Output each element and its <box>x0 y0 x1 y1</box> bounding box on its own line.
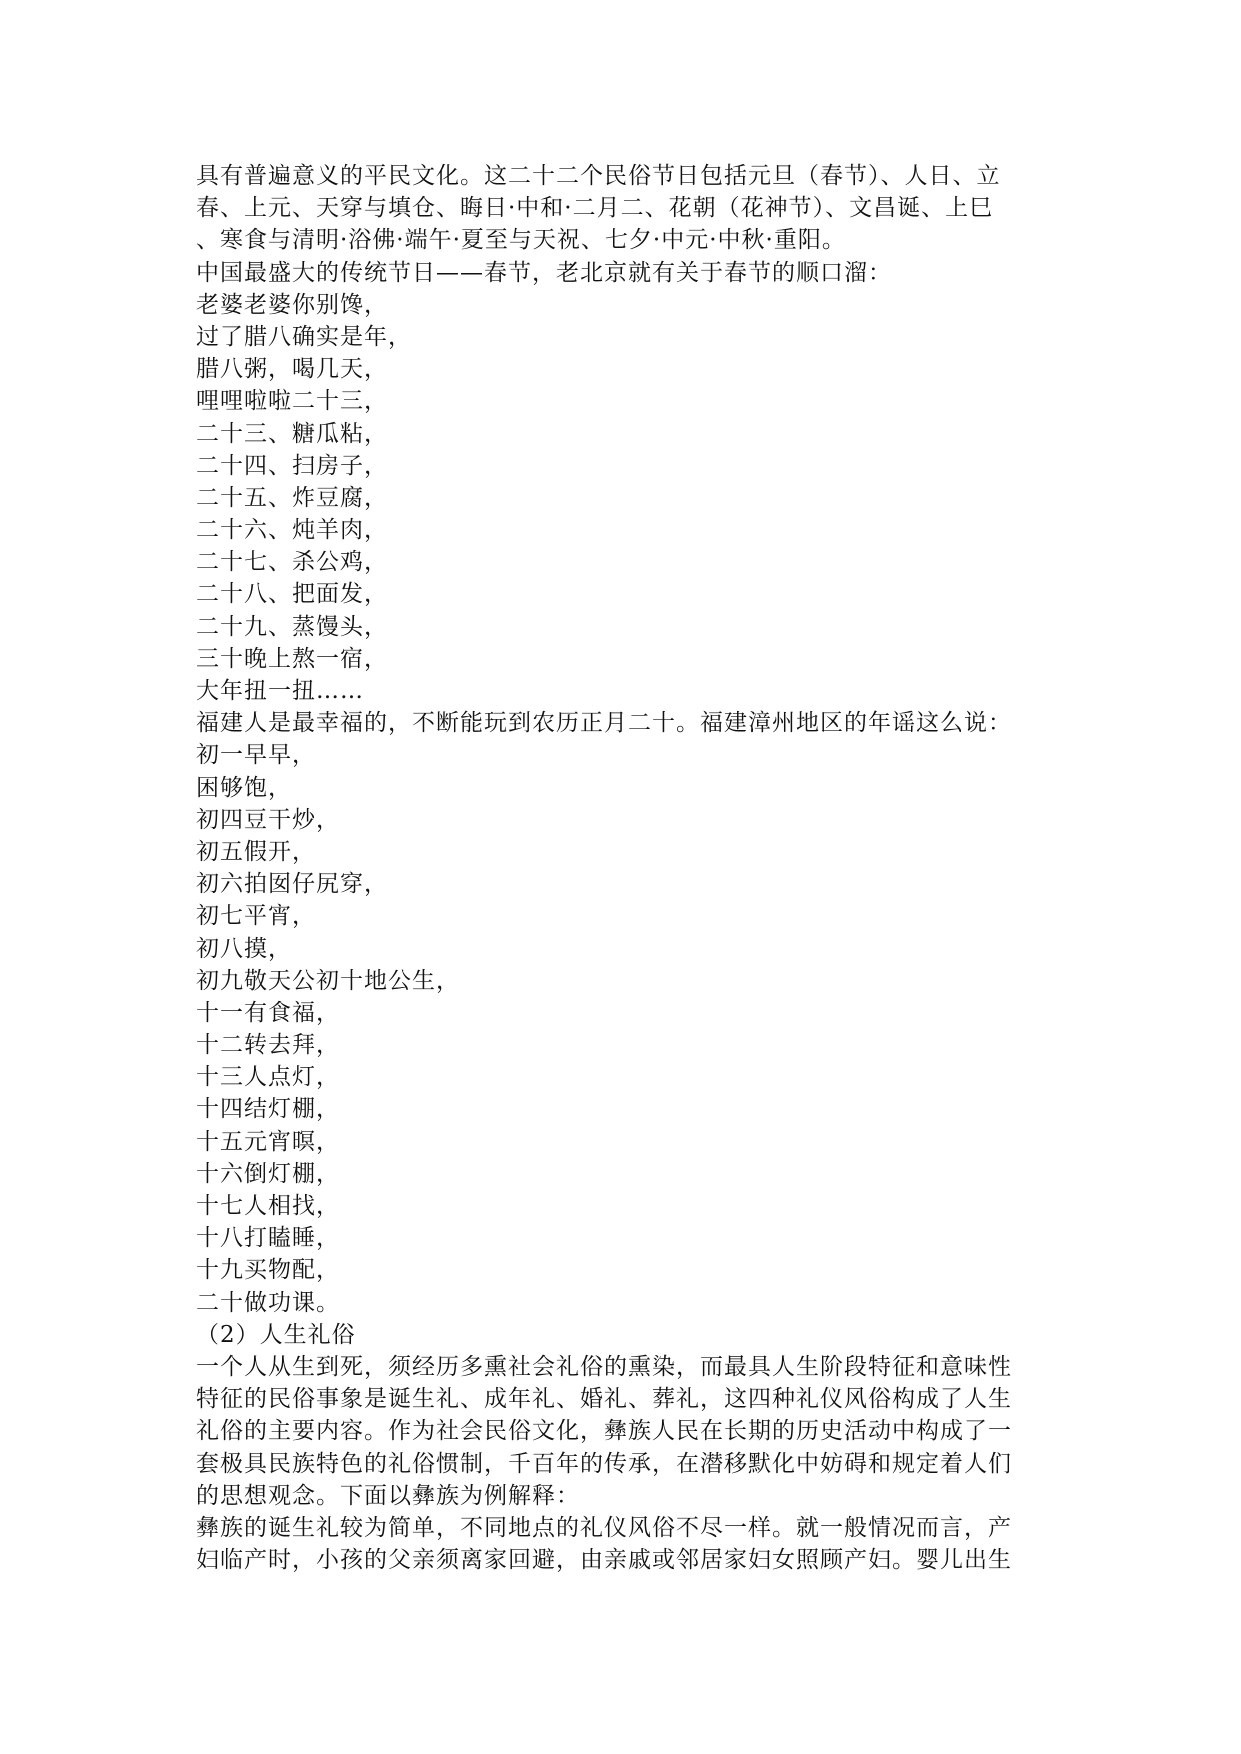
rhyme-line: 老婆老婆你别馋， <box>196 291 388 318</box>
rhyme-line: 初四豆干炒， <box>196 806 340 833</box>
text-line: 具有普遍意义的平民文化。这二十二个民俗节日包括元旦（春节）、人日、立 <box>196 163 1001 189</box>
rhyme-line: 十七人相找， <box>196 1193 340 1219</box>
text-line: 春、上元、天穿与填仓、晦日·中和·二月二、花朝（花神节）、文昌诞、上巳 <box>196 195 994 222</box>
section-paragraph <box>196 1351 1052 1512</box>
closing-paragraph <box>196 1512 1052 1576</box>
rhyme-line: 初九敬天公初十地公生， <box>196 967 460 994</box>
rhyme-line: 二十八、把面发， <box>196 581 388 608</box>
rhyme-line: 初六拍囡仔尻穿， <box>196 871 388 898</box>
rhyme-line: 哩哩啦啦二十三， <box>196 388 388 415</box>
fujian-intro: 福建人是最幸福的，不断能玩到农历正月二十。福建漳州地区的年谣这么说： <box>196 710 1012 737</box>
rhyme-line: 二十九、蒸馒头， <box>196 613 388 640</box>
rhyme-line: 二十做功课。 <box>196 1289 340 1316</box>
rhyme-line: 十六倒灯棚， <box>196 1160 340 1187</box>
rhyme-line: 大年扭一扭…… <box>196 678 364 704</box>
text-line: 一个人从生到死，须经历多熏社会礼俗的熏染，而最具人生阶段特征和意味性 <box>196 1353 1012 1380</box>
rhyme-line: 二十六、炖羊肉， <box>196 517 388 544</box>
text-line: 礼俗的主要内容。作为社会民俗文化，彝族人民在长期的历史活动中构成了一 <box>196 1418 1012 1445</box>
rhyme-line: 二十七、杀公鸡， <box>196 549 388 576</box>
text-line: 特征的民俗事象是诞生礼、成年礼、婚礼、葬礼，这四种礼仪风俗构成了人生 <box>196 1386 1012 1413</box>
rhyme-line: 十一有食福， <box>196 999 340 1026</box>
rhyme-line: 初一早早， <box>196 742 316 769</box>
section-heading: （2）人生礼俗 <box>196 1321 356 1348</box>
rhyme-line: 初五假开， <box>196 838 316 865</box>
rhyme-line: 十三人点灯， <box>196 1064 340 1091</box>
rhyme-line: 困够饱， <box>196 774 292 801</box>
rhyme-line: 过了腊八确实是年， <box>196 323 412 350</box>
intro-paragraph <box>196 160 1052 289</box>
rhyme-line: 十四结灯棚， <box>196 1096 340 1123</box>
text-line: 妇临产时，小孩的父亲须离家回避，由亲戚或邻居家妇女照顾产妇。婴儿出生 <box>196 1547 1012 1574</box>
beijing-rhyme <box>196 289 1052 707</box>
text-line: 套极具民族特色的礼俗惯制，千百年的传承，在潜移默化中妨碍和规定着人们 <box>196 1450 1012 1477</box>
rhyme-line: 二十四、扫房子， <box>196 452 388 479</box>
text-line: 、寒食与清明·浴佛·端午·夏至与天祝、七夕·中元·中秋·重阳。 <box>196 227 846 254</box>
text-line: 彝族的诞生礼较为简单，不同地点的礼仪风俗不尽一样。就一般情况而言，产 <box>196 1514 1012 1541</box>
rhyme-line: 十二转去拜， <box>196 1032 340 1059</box>
text-line: 的思想观念。下面以彝族为例解释： <box>196 1482 580 1509</box>
rhyme-line: 十五元宵暝， <box>196 1128 340 1155</box>
document-page <box>196 160 1052 1576</box>
rhyme-line: 腊八粥，喝几天， <box>196 356 388 383</box>
rhyme-line: 二十三、糖瓜粘， <box>196 420 388 447</box>
rhyme-line: 十八打瞌睡， <box>196 1225 340 1252</box>
rhyme-line: 二十五、炸豆腐， <box>196 484 388 511</box>
text-line: 中国最盛大的传统节日——春节，老北京就有关于春节的顺口溜： <box>196 259 892 286</box>
fujian-rhyme <box>196 739 1052 1318</box>
rhyme-line: 三十晚上熬一宿， <box>196 645 388 672</box>
rhyme-line: 初八摸， <box>196 935 292 962</box>
rhyme-line: 初七平宵， <box>196 903 316 930</box>
rhyme-line: 十九买物配， <box>196 1257 340 1284</box>
